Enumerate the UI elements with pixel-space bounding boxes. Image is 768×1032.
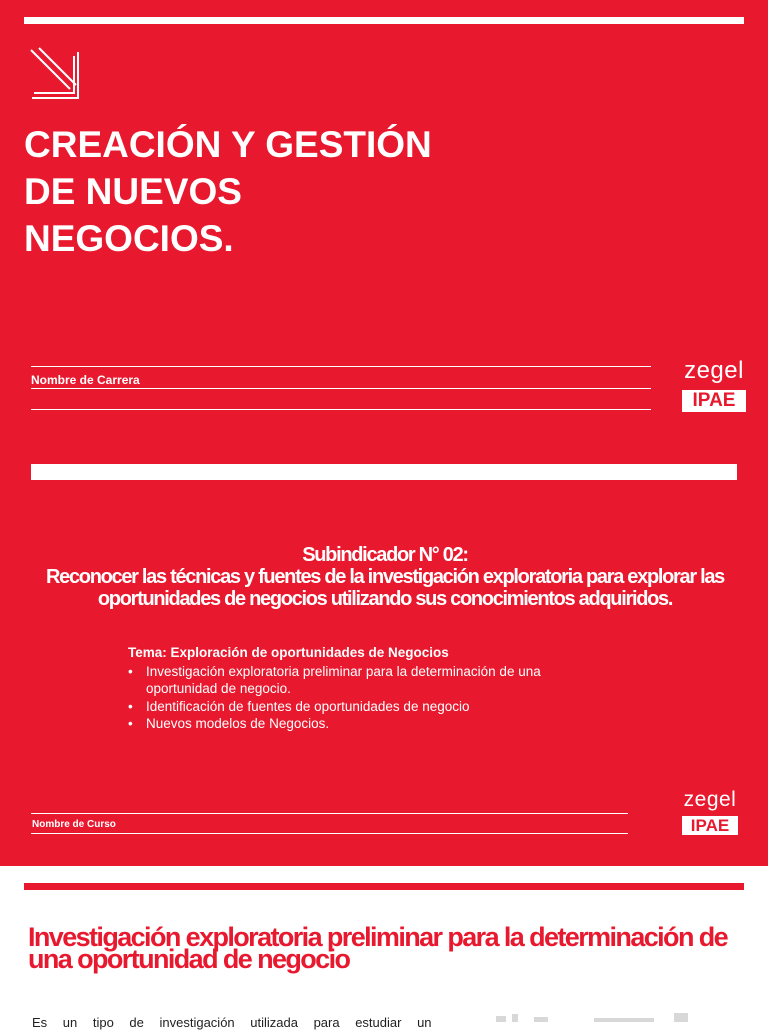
section-divider-bar [24,883,744,890]
divider-line [31,409,651,410]
divider-line [31,366,651,367]
subindicator-heading [30,544,740,610]
illustration-image [494,1010,694,1024]
list-item: • Nuevos modelos de Negocios. [146,715,598,733]
topic-block [128,644,598,733]
logo-zegel-text: zegel [684,357,744,384]
objective-slide [0,460,768,866]
list-item: • Identificación de fuentes de oportunidades de negocio [146,698,598,716]
subindicator-text: Subindicador N° 02: Reconocer las técnicas y fuentes de la investigación exploratoria para explorar las oportunidades de negocios utilizando sus conocimientos adquiridos. [46,544,724,610]
logo-ipae-text: IPAE [682,816,738,835]
logo-zegel-text: zegel [683,788,737,811]
career-name-label: Nombre de Carrera [31,373,140,387]
white-band [31,464,737,480]
divider-line [31,813,628,814]
page-title: CREACIÓN Y GESTIÓN DE NUEVOS NEGOCIOS. [24,124,432,259]
logo-ipae-text: IPAE [682,390,746,412]
section-title: Investigación exploratoria preliminar para la determinación de una oportunidad de negocio [28,922,728,974]
section-body-text: Es un tipo de investigación utilizada para estudiar un [32,1015,432,1030]
zegel-ipae-logo [682,356,746,412]
course-name-label: Nombre de Curso [32,819,116,830]
list-item: • Investigación exploratoria preliminar para la determinación de una oportunidad de negocio. [146,663,598,698]
cover-slide [0,0,768,460]
topic-list [128,663,598,733]
divider-line [31,388,651,389]
zegel-ipae-logo [682,787,738,835]
top-divider-bar [24,17,744,24]
divider-line [31,833,628,834]
topic-title: Tema: Exploración de oportunidades de Negocios [128,645,449,660]
arrow-down-right-icon [28,46,80,100]
